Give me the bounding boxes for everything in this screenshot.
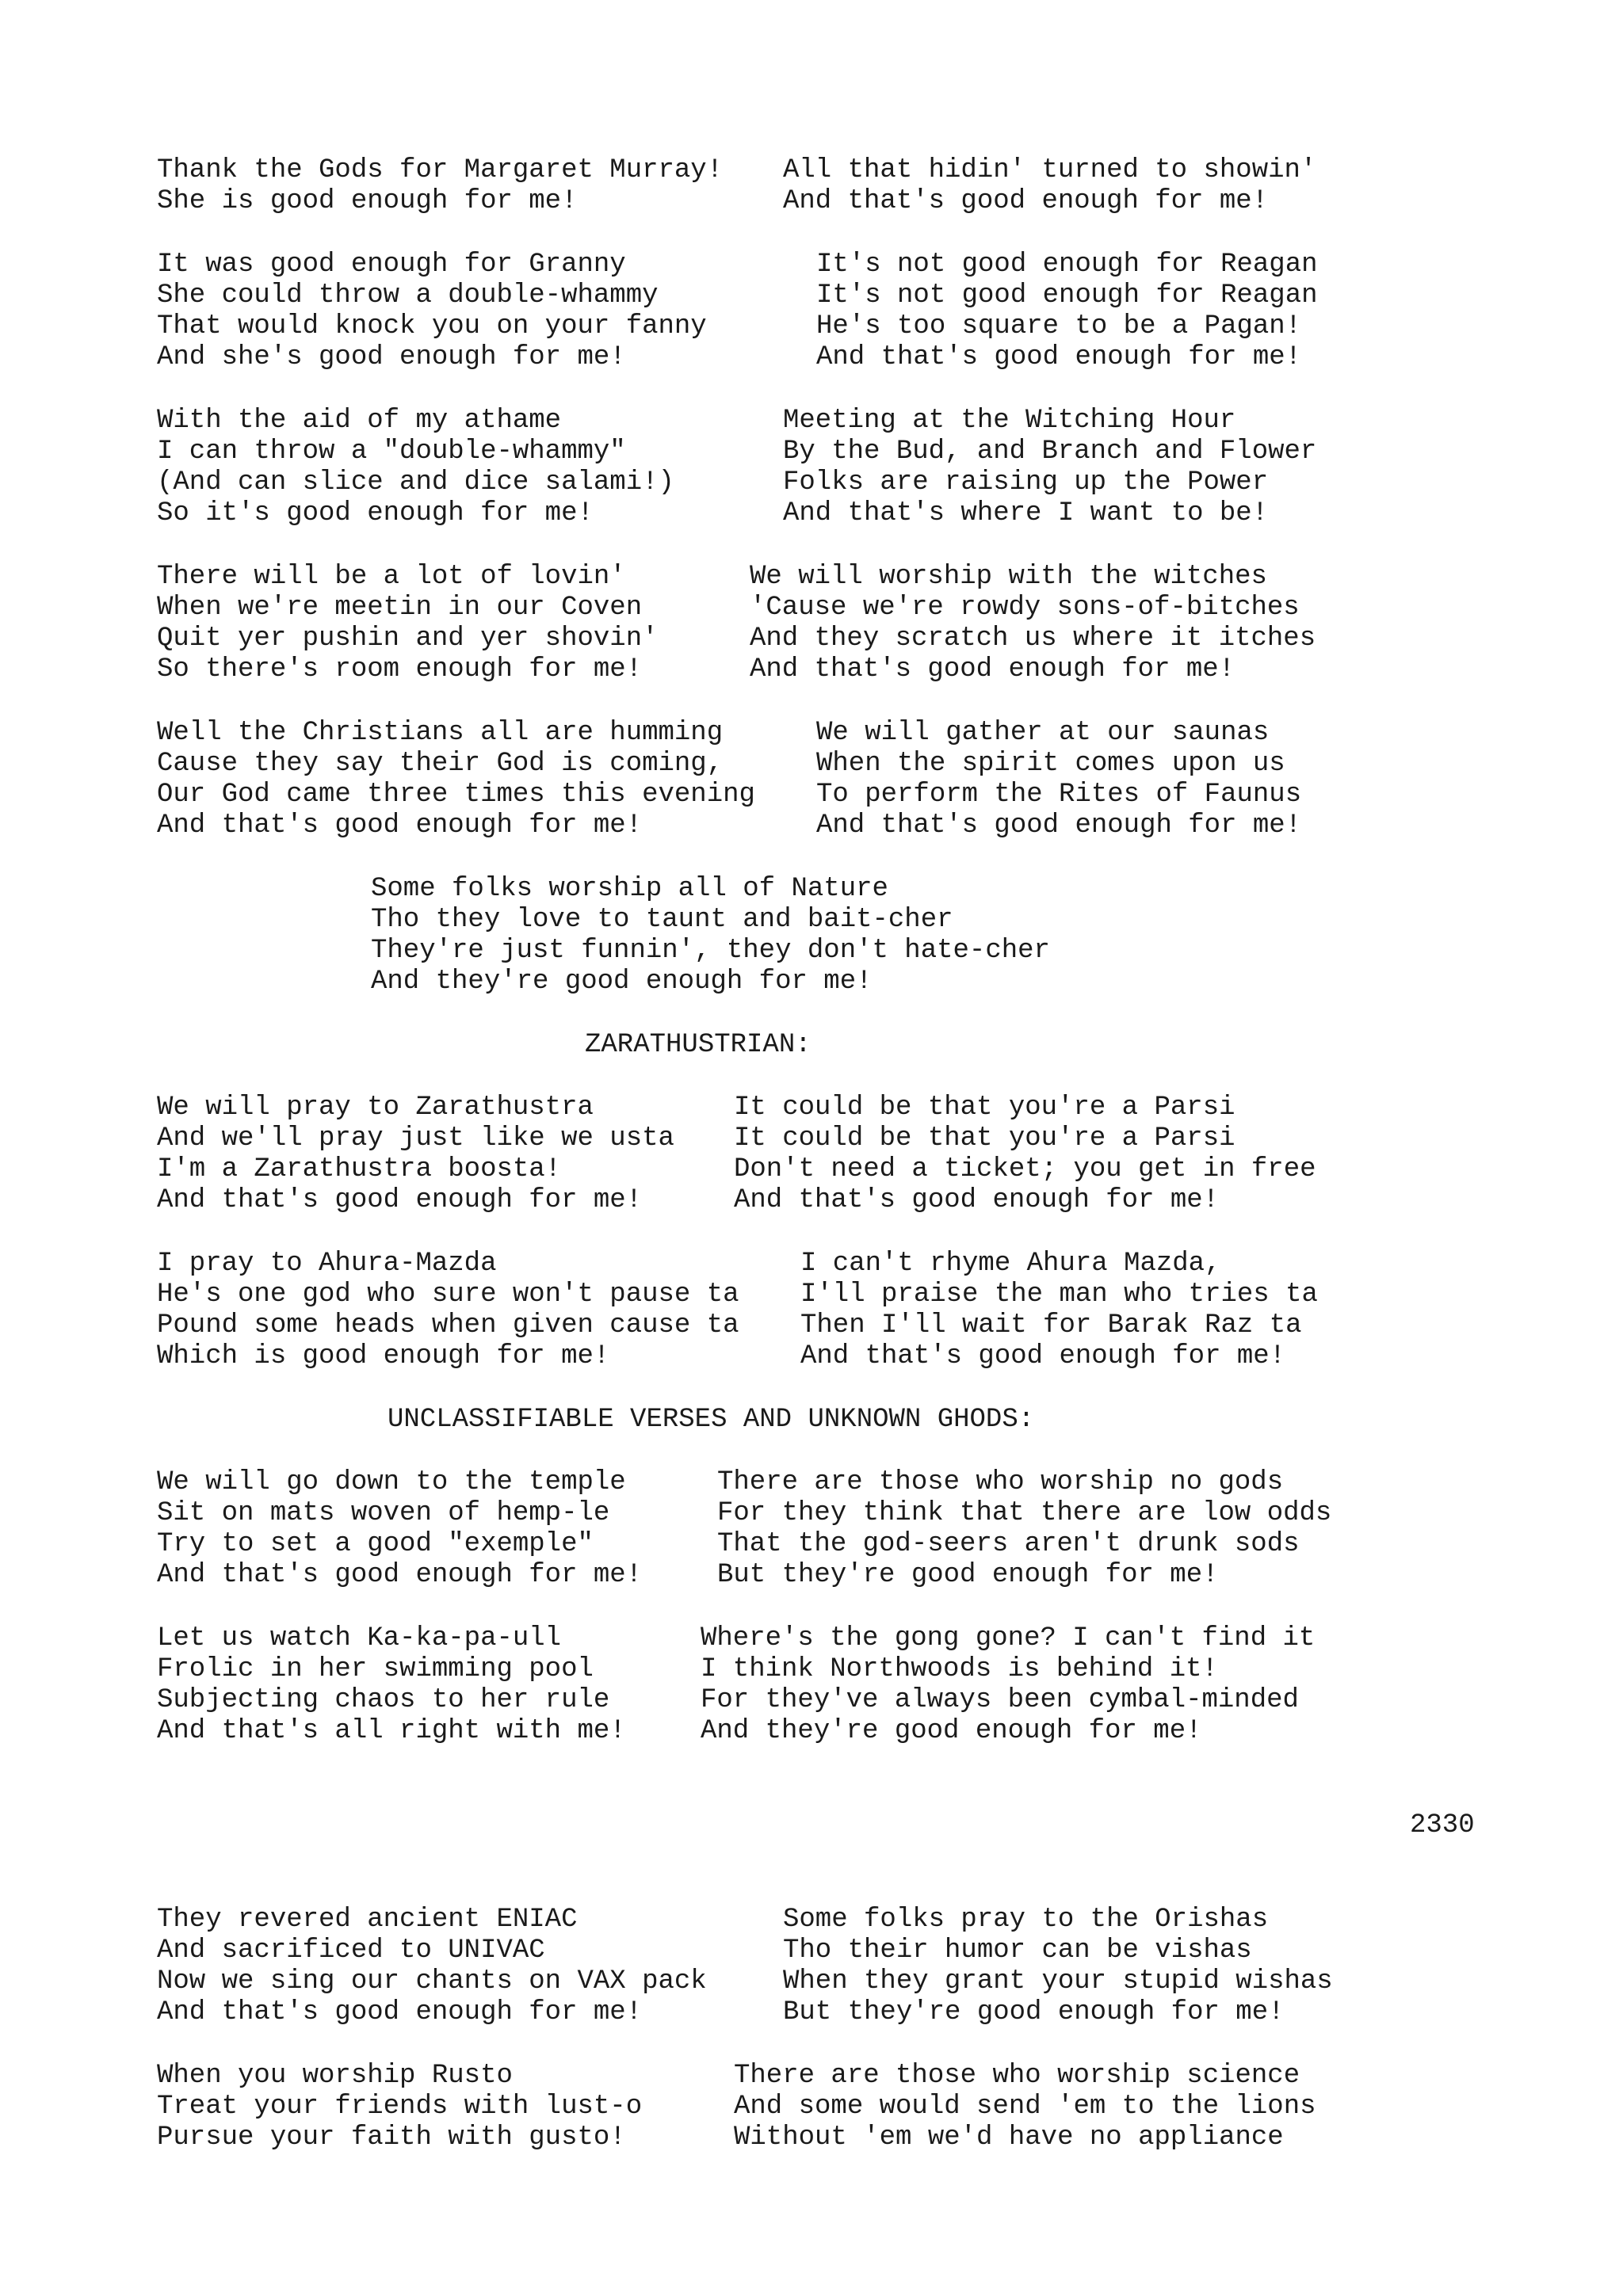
lyric-line: Thank the Gods for Margaret Murray! [157,155,724,185]
lyric-line: They revered ancient ENIAC [157,1905,578,1935]
lyric-line: Tho their humor can be vishas [783,1936,1252,1966]
lyric-line: So it's good enough for me! [157,498,594,528]
stanza-barak-raz [800,1249,1318,1372]
lyric-line: And that's where I want to be! [783,498,1269,528]
lyric-line: But they're good enough for me! [717,1560,1219,1590]
lyric-line: When the spirit comes upon us [816,749,1285,779]
stanza-parsi [734,1093,1316,1216]
lyric-line: I'll praise the man who tries ta [800,1280,1318,1310]
lyric-line: Pound some heads when given cause ta [157,1310,739,1341]
lyric-line: Quit yer pushin and yer shovin' [157,624,659,654]
lyric-line: That the god-seers aren't drunk sods [717,1529,1300,1559]
lyric-line: It could be that you're a Parsi [734,1123,1235,1154]
lyric-line: Our God came three times this evening [157,780,755,810]
lyric-line: There are those who worship science [734,2061,1300,2091]
lyric-line: Without 'em we'd have no appliance [734,2122,1284,2153]
stanza-reagan [816,250,1318,373]
lyric-line: When they grant your stupid wishas [783,1966,1333,1997]
lyric-line: I can throw a "double-whammy" [157,437,626,467]
section-heading-unclassifiable: UNCLASSIFIABLE VERSES AND UNKNOWN GHODS: [388,1405,1035,1435]
stanza-nature [371,874,1050,997]
lyric-line: Pursue your faith with gusto! [157,2122,626,2153]
lyric-line: We will go down to the temple [157,1467,626,1497]
lyric-line: They're just funnin', they don't hate-cher [371,936,1050,966]
stanza-christians [157,718,755,841]
lyric-line: And that's good enough for me! [816,342,1302,372]
stanza-no-gods [717,1467,1331,1591]
lyric-line: Let us watch Ka-ka-pa-ull [157,1623,562,1653]
lyric-line: And she's good enough for me! [157,342,626,372]
stanza-eniac [157,1905,707,2028]
lyric-line: And that's good enough for me! [750,654,1235,685]
lyric-line: And that's good enough for me! [800,1341,1286,1371]
lyric-line: There are those who worship no gods [717,1467,1284,1497]
lyric-line: We will pray to Zarathustra [157,1093,594,1123]
lyric-line: For they think that there are low odds [717,1498,1332,1528]
stanza-ka-ka-pa-ull [157,1623,626,1747]
lyric-line: Treat your friends with lust-o [157,2092,643,2122]
lyric-line: And that's good enough for me! [816,810,1302,841]
stanza-athame [157,406,674,529]
lyric-line: (And can slice and dice salami!) [157,467,674,498]
lyric-line: Sit on mats woven of hemp-le [157,1498,610,1528]
lyric-line: She could throw a double-whammy [157,280,659,311]
page-number: 2330 [1410,1810,1475,1840]
lyric-line: He's too square to be a Pagan! [816,311,1302,341]
lyric-line: Try to set a good "exemple" [157,1529,594,1559]
lyric-line: Subjecting chaos to her rule [157,1685,610,1715]
lyric-line: Don't need a ticket; you get in free [734,1154,1316,1184]
lyric-line: Tho they love to taunt and bait-cher [371,905,953,935]
stanza-witches [750,562,1316,685]
lyric-line: He's one god who sure won't pause ta [157,1280,739,1310]
lyric-line: It's not good enough for Reagan [816,250,1318,280]
lyric-line: I can't rhyme Ahura Mazda, [800,1249,1221,1279]
lyric-line: I pray to Ahura-Mazda [157,1249,497,1279]
lyric-line: And that's good enough for me! [157,1185,643,1215]
lyric-line: With the aid of my athame [157,406,562,436]
lyric-line: And they're good enough for me! [371,967,873,997]
stanza-temple [157,1467,642,1591]
lyric-line: There will be a lot of lovin' [157,562,626,592]
lyric-line: Folks are raising up the Power [783,467,1269,498]
section-heading-zarathustrian: ZARATHUSTRIAN: [585,1030,812,1060]
stanza-margaret-murray [157,155,723,217]
lyric-line: 'Cause we're rowdy sons-of-bitches [750,593,1300,623]
lyric-line: And that's good enough for me! [157,1997,643,2027]
lyric-line: She is good enough for me! [157,186,578,216]
lyric-line: We will worship with the witches [750,562,1267,592]
lyric-line: And that's good enough for me! [157,1560,643,1590]
lyric-line: Now we sing our chants on VAX pack [157,1966,707,1997]
lyric-line: Some folks worship all of Nature [371,874,888,904]
lyric-line: Well the Christians all are humming [157,718,724,748]
lyric-line: When you worship Rusto [157,2061,513,2091]
lyric-line: To perform the Rites of Faunus [816,780,1302,810]
lyric-line: And that's good enough for me! [783,186,1269,216]
lyric-line: Some folks pray to the Orishas [783,1905,1269,1935]
lyric-line: For they've always been cymbal-minded [701,1685,1299,1715]
lyric-line: Cause they say their God is coming, [157,749,724,779]
lyric-line: Frolic in her swimming pool [157,1654,594,1684]
stanza-coven [157,562,659,685]
lyric-line: It could be that you're a Parsi [734,1093,1235,1123]
lyric-line: It's not good enough for Reagan [816,280,1318,311]
stanza-saunas [816,718,1301,841]
lyric-line: All that hidin' turned to showin' [783,155,1317,185]
stanza-granny [157,250,707,373]
lyric-line: Then I'll wait for Barak Raz ta [800,1310,1302,1341]
lyric-line: And that's good enough for me! [157,810,643,841]
lyric-line: And we'll pray just like we usta [157,1123,674,1154]
lyric-line: So there's room enough for me! [157,654,643,685]
stanza-orishas [783,1905,1333,2028]
lyric-line: Where's the gong gone? I can't find it [701,1623,1316,1653]
lyric-line: When we're meetin in our Coven [157,593,643,623]
lyric-line: And that's good enough for me! [734,1185,1220,1215]
lyric-line: By the Bud, and Branch and Flower [783,437,1317,467]
lyric-line: Which is good enough for me! [157,1341,610,1371]
stanza-hidin-showin [783,155,1316,217]
lyric-line: I'm a Zarathustra boosta! [157,1154,562,1184]
lyric-line: It was good enough for Granny [157,250,626,280]
stanza-ahura-mazda [157,1249,739,1372]
lyric-line: Meeting at the Witching Hour [783,406,1236,436]
lyric-line: We will gather at our saunas [816,718,1270,748]
lyric-line: And they're good enough for me! [701,1716,1202,1746]
stanza-gong [701,1623,1315,1747]
lyric-line: But they're good enough for me! [783,1997,1285,2027]
lyric-line: And some would send 'em to the lions [734,2092,1316,2122]
lyric-line: That would knock you on your fanny [157,311,707,341]
stanza-zarathustra [157,1093,674,1216]
lyric-line: And they scratch us where it itches [750,624,1316,654]
lyric-line: And sacrificed to UNIVAC [157,1936,545,1966]
lyric-line: I think Northwoods is behind it! [701,1654,1218,1684]
stanza-witching-hour [783,406,1316,529]
stanza-science [734,2061,1316,2153]
stanza-rusto [157,2061,642,2153]
lyric-line: And that's all right with me! [157,1716,626,1746]
